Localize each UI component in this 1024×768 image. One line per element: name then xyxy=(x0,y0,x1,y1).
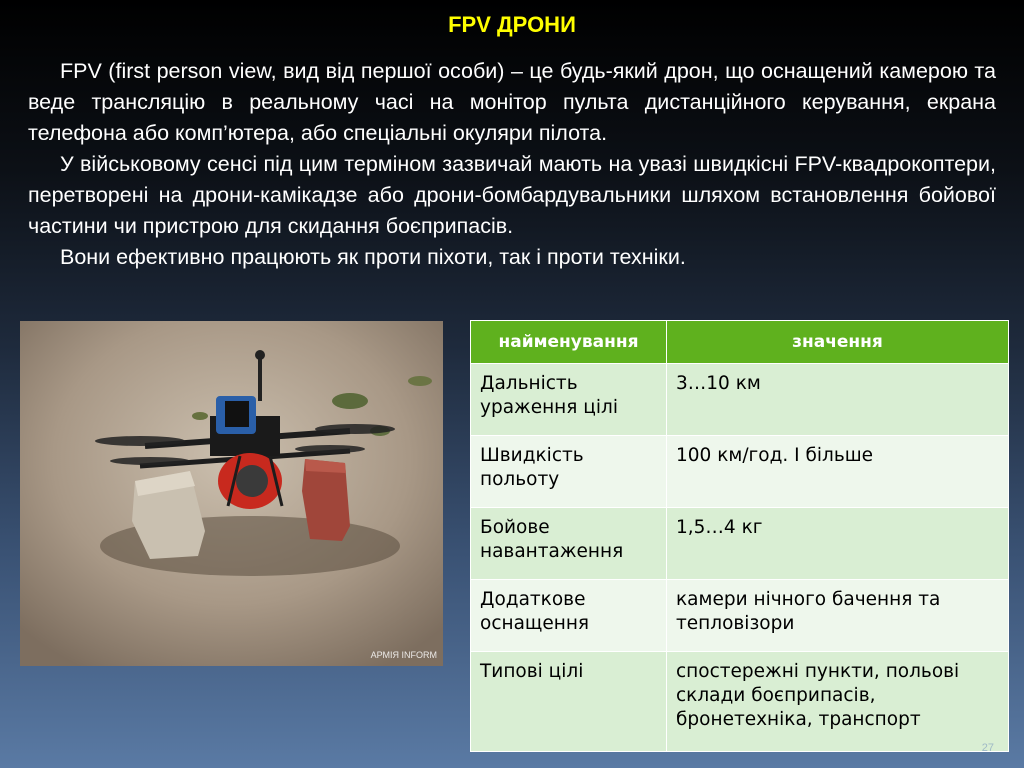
table-row xyxy=(471,508,1009,580)
row-name: Додаткове оснащення xyxy=(471,580,667,652)
paragraph-effectiveness: Вони ефективно працюють як проти піхоти, так і проти техніки. xyxy=(60,245,686,269)
row-value: 1,5…4 кг xyxy=(667,508,1009,580)
table-row xyxy=(471,364,1009,436)
specs-table xyxy=(470,320,1009,752)
row-value: 3…10 км xyxy=(667,364,1009,436)
header-value: значення xyxy=(667,321,1009,364)
drone-illustration xyxy=(20,321,443,666)
page-number: 27 xyxy=(981,742,994,754)
row-name: Бойове навантаження xyxy=(471,508,667,580)
paragraph-definition: FPV (first person view, вид від першої особи) – це будь-який дрон, що оснащений камерою та веде трансляцію в реальному часі на монітор пульта дистанційного керування, екрана телефона або комп’ютера, або спеціальні окуляри пілота. xyxy=(28,59,996,145)
photo-watermark-logo: АРМІЯ INFORM xyxy=(370,650,437,660)
row-value: спостережні пункти, польові склади боєприпасів, бронетехніка, транспорт xyxy=(667,652,1009,752)
slide-title: FPV ДРОНИ xyxy=(448,12,576,37)
row-value: 100 км/год. І більше xyxy=(667,436,1009,508)
description-text xyxy=(28,56,996,273)
row-name: Типові цілі xyxy=(471,652,667,752)
paragraph-military-use: У військовому сенсі під цим терміном зазвичай мають на увазі швидкісні FPV-квадрокоптери, перетворені на дрони-камікадзе або дрони-бомбардувальники шляхом встановлення бойової частини чи пристрою для скидання боєприпасів. xyxy=(28,152,996,238)
table-row xyxy=(471,436,1009,508)
row-value: камери нічного бачення та тепловізори xyxy=(667,580,1009,652)
row-name: Дальність ураження цілі xyxy=(471,364,667,436)
row-name: Швидкість польоту xyxy=(471,436,667,508)
table-row xyxy=(471,580,1009,652)
header-name: найменування xyxy=(471,321,667,364)
table-header-row xyxy=(471,321,1009,364)
table-row xyxy=(471,652,1009,752)
fpv-drone-photo xyxy=(20,321,443,666)
